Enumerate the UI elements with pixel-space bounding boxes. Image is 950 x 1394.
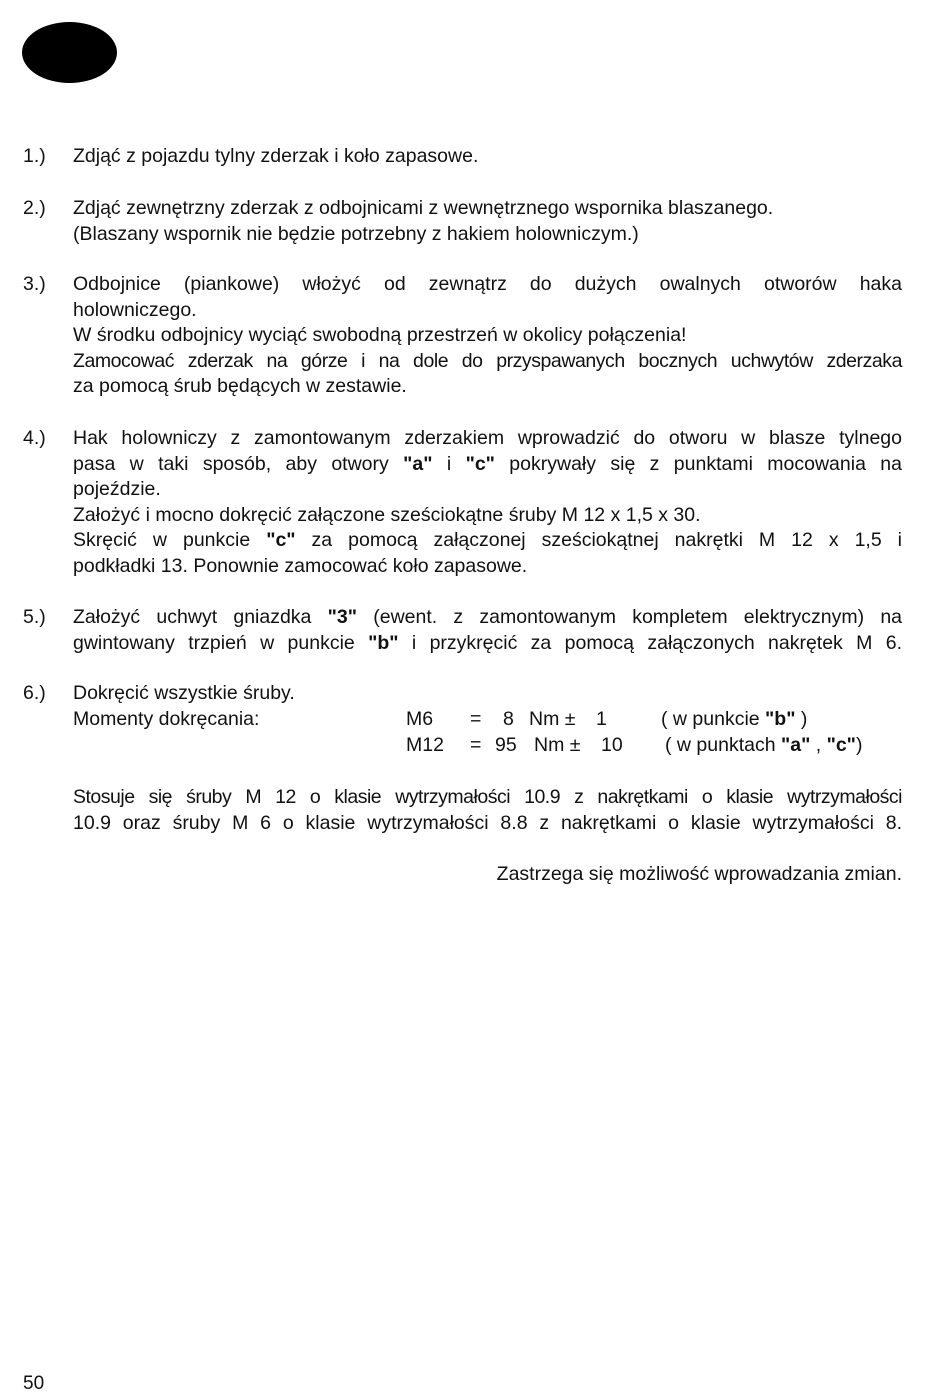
torque-tolerance: 10 — [601, 734, 623, 756]
step-text: za pomocą śrub będących w zestawie. — [73, 375, 407, 397]
point-label: "c" — [465, 452, 495, 475]
step-text: Zdjąć z pojazdu tylny zderzak i koło zapasowe. — [73, 145, 479, 167]
torque-unit: Nm ± — [534, 734, 581, 756]
text-run: Założyć uchwyt gniazdka — [73, 606, 312, 628]
point-label: "c" — [266, 529, 296, 551]
point-label: "a" — [780, 734, 811, 756]
text-run: ) — [795, 708, 808, 730]
step-text-with-points — [73, 605, 902, 631]
torque-value: 95 — [495, 734, 517, 756]
torque-value: 8 — [503, 708, 514, 730]
step-text: (Blaszany wspornik nie będzie potrzebny z hakiem holowniczym.) — [73, 222, 639, 245]
torque-tolerance: 1 — [596, 708, 607, 730]
step-text-with-points — [73, 452, 902, 478]
point-label: "a" — [403, 452, 433, 475]
torque-heading: Momenty dokręcania: — [73, 707, 260, 730]
bolt-size: M12 — [406, 734, 444, 756]
step-text-with-points — [73, 631, 902, 657]
step-number: 5.) — [23, 606, 46, 628]
step-text: Dokręcić wszystkie śruby. — [73, 682, 295, 704]
note-text: Stosuje się śruby M 12 o klasie wytrzymałości 10.9 z nakrętkami o klasie wytrzymałości — [73, 786, 902, 808]
point-label: "3" — [327, 606, 357, 628]
torque-point — [661, 707, 807, 733]
step-text: pojeździe. — [73, 478, 161, 500]
equals-sign: = — [470, 708, 482, 730]
bolt-size: M6 — [406, 708, 434, 730]
text-run: ) — [855, 734, 863, 756]
torque-point — [665, 733, 862, 759]
equals-sign: = — [470, 734, 482, 756]
point-label: "b" — [368, 631, 399, 654]
step-text-with-points — [73, 528, 902, 554]
bolt-class-note — [73, 785, 902, 836]
step-number: 6.) — [23, 682, 46, 704]
text-run: i przykręcić za pomocą załączonych nakrętek M 6. — [411, 631, 903, 654]
text-run: za pomocą załączonej sześciokątnej nakrętki M 12 x 1,5 i — [311, 529, 903, 551]
step-text: holowniczego. — [73, 298, 197, 321]
step-text: Zamocować zderzak na górze i na dole do przyspawanych bocznych uchwytów zderzaka — [73, 349, 902, 372]
text-run: pokrywały się z punktami mocowania na — [509, 452, 902, 475]
point-label: "b" — [765, 708, 796, 730]
text-run: Skręcić w punkcie — [73, 529, 251, 551]
text-run: gwintowany trzpień w punkcie — [73, 631, 355, 654]
step-number: 4.) — [23, 427, 46, 449]
text-run: ( w punkcie — [661, 708, 766, 730]
step-text: Zdjąć zewnętrzny zderzak z odbojnicami z wewnętrznego wspornika blaszanego. — [73, 197, 774, 219]
step-text: Założyć i mocno dokręcić załączone sześciokątne śruby M 12 x 1,5 x 30. — [73, 503, 701, 526]
point-label: "c" — [826, 734, 856, 756]
disclaimer: Zastrzega się możliwość wprowadzania zmian. — [496, 863, 902, 885]
step-text: Odbojnice (piankowe) włożyć od zewnątrz do dużych owalnych otworów haka — [73, 273, 902, 295]
text-run: pasa w taki sposób, aby otwory — [73, 452, 389, 475]
language-badge — [22, 22, 117, 83]
page-number: 50 — [23, 1373, 45, 1394]
step-text: Hak holowniczy z zamontowanym zderzakiem wprowadzić do otworu w blasze tylnego — [73, 427, 902, 449]
text-run: (ewent. z zamontowanym kompletem elektrycznym) na — [373, 606, 903, 628]
note-text: 10.9 oraz śruby M 6 o klasie wytrzymałości 8.8 z nakrętkami o klasie wytrzymałości 8. — [73, 811, 902, 834]
step-number: 3.) — [23, 273, 46, 295]
step-text: W środku odbojnicy wyciąć swobodną przestrzeń w okolicy połączenia! — [73, 324, 687, 346]
text-run: , — [810, 734, 827, 756]
text-run: ( w punktach — [665, 734, 781, 756]
step-number: 1.) — [23, 145, 46, 167]
text-run: i — [446, 452, 452, 475]
torque-unit: Nm ± — [529, 708, 576, 730]
step-number: 2.) — [23, 197, 46, 219]
step-text: podkładki 13. Ponownie zamocować koło zapasowe. — [73, 554, 528, 577]
